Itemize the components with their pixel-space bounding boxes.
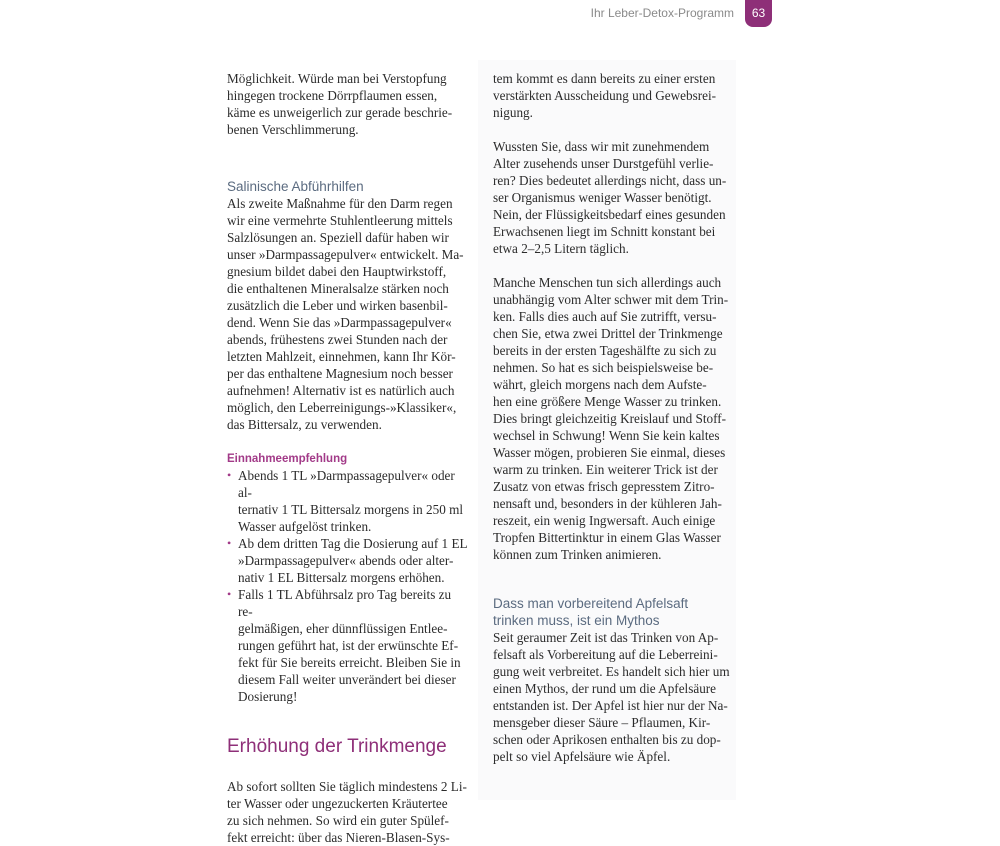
drinking-tips-paragraph: Manche Menschen tun sich allerdings auch unabhängig vom Alter schwer mit dem Trin- ken. Falls dies auch auf Sie zutrifft, versu- chen Sie, etwa zwei Drittel der Trinkmenge bereits in der ersten Tageshälfte zu sich zu nehmen. So hat es sich beispielsweise be- währt, gleich morgens nach dem Aufste- hen eine größere Menge Wasser zu trinken. Dies bringt gleichzeitig Kreislauf und Stoff- wechsel in Schwung! Wenn Sie kein kaltes Wasser mögen, probieren Sie einmal, dieses warm zu trinken. Ein weiterer Trick ist der Zusatz von etwas frisch gepresstem Zitro- nensaft und, besonders in der kühleren Jah- reszeit, ein wenig Ingwersaft. Auch einige Tropfen Bittertinktur in einem Glas Wasser können zum Trinken animieren. xyxy=(493,275,729,562)
salinisch-paragraph: Als zweite Maßnahme für den Darm regen wir eine vermehrte Stuhlentleerung mittels Salzlösungen an. Speziell dafür haben wir unser »Darmpassagepulver« entwickelt. Ma- gnesium bildet dabei den Hauptwirkstoff, die enthaltenen Mineralsalze stärken noch zusätzlich die Leber und wirken basenbil- dend. Wenn Sie das »Darmpassagepulver« abends, frühestens zwei Stunden nach der letzten Mahlzeit, einnehmen, kann Ihr Kör- per das enthaltene Magnesium noch besser aufnehmen! Alternativ ist es natürlich auch möglich, den Leberreinigungs-»Klassiker«, das Bittersalz, zu verwenden. xyxy=(227,196,464,432)
thirst-paragraph: Wussten Sie, dass wir mit zunehmendem Alter zusehends unser Durstgefühl verlie- ren? Dies bedeutet allerdings nicht, dass un- ser Organismus weniger Wasser benötigt. Nein, der Flüssigkeitsbedarf eines gesunden Erwachsenen liegt im Schnitt konstant bei etwa 2–2,5 Litern täglich. xyxy=(493,139,727,256)
list-item-text: Abends 1 TL »Darmpassagepulver« oder al- ternativ 1 TL Bittersalz morgens in 250 ml Wasser aufgelöst trinken. xyxy=(238,468,464,534)
list-item xyxy=(227,586,469,705)
bullet-icon: • xyxy=(227,587,232,601)
section-heading: Erhöhung der Trinkmenge xyxy=(227,736,447,757)
recommendation-list xyxy=(227,467,469,705)
running-header-title: Ihr Leber-Detox-Programm xyxy=(590,6,734,20)
list-item xyxy=(227,535,469,586)
salinisch-heading: Salinische Abführhilfen xyxy=(227,179,364,194)
list-item xyxy=(227,467,469,535)
list-item-text: Falls 1 TL Abführsalz pro Tag bereits zu re- gelmäßigen, eher dünnflüssigen Entlee- rungen geführt hat, ist der erwünschte Ef- fekt für Sie bereits erreicht. Bleiben Sie in diesem Fall weiter unverändert bei dieser Dosierung! xyxy=(238,587,461,704)
bullet-icon: • xyxy=(227,468,232,482)
recommendation-heading: Einnahmeempfehlung xyxy=(227,453,348,465)
continuation-paragraph: tem kommt es dann bereits zu einer ersten verstärkten Ausscheidung und Gewebsrei- nigung. xyxy=(493,71,717,120)
myth-heading: Dass man vorbereitend Apfelsaft trinken muss, ist ein Mythos xyxy=(493,596,689,628)
intro-paragraph: Möglichkeit. Würde man bei Verstopfung hingegen trockene Dörrpflaumen essen, käme es unweigerlich zur gerade beschrie- benen Verschlimmerung. xyxy=(227,71,453,137)
left-column xyxy=(227,70,469,846)
bullet-icon: • xyxy=(227,536,232,550)
list-item-text: Ab dem dritten Tag die Dosierung auf 1 EL »Darmpassagepulver« abends oder alter- nativ 1 EL Bittersalz morgens erhöhen. xyxy=(238,536,468,585)
right-column xyxy=(493,70,735,765)
section-paragraph: Ab sofort sollten Sie täglich mindestens 2 Li- ter Wasser oder ungezuckerten Kräutertee zu sich nehmen. So wird ein guter Spülef- fekt erreicht: über das Nieren-Blasen-Sys- xyxy=(227,779,467,845)
myth-paragraph: Seit geraumer Zeit ist das Trinken von Ap- felsaft als Vorbereitung auf die Leberreini- gung weit verbreitet. Es handelt sich hier um einen Mythos, der rund um die Apfelsäure entstanden ist. Der Apfel ist hier nur der Na- mensgeber dieser Säure – Pflaumen, Kir- schen oder Aprikosen enthalten bis zu dop- pelt so viel Apfelsäure wie Äpfel. xyxy=(493,630,730,764)
page-number-badge: 63 xyxy=(745,0,772,27)
